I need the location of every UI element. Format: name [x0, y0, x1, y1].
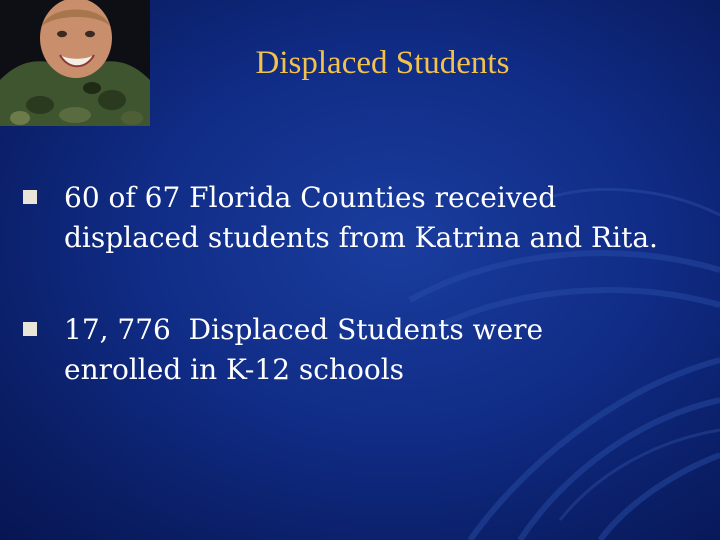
square-bullet-icon: [23, 190, 37, 204]
bullet-item: [20, 310, 720, 390]
bullet-item: [20, 178, 720, 258]
bullet-line: 17, 776 Displaced Students were: [64, 313, 544, 346]
bullet-line: enrolled in K-12 schools: [64, 353, 405, 386]
bullet-line: displaced students from Katrina and Rita.: [64, 221, 658, 254]
bullet-list: [20, 178, 720, 442]
slide-title: Displaced Students: [255, 45, 510, 81]
boy-portrait-photo: [0, 0, 150, 126]
square-bullet-icon: [23, 322, 37, 336]
bullet-line: 60 of 67 Florida Counties received: [64, 181, 557, 214]
